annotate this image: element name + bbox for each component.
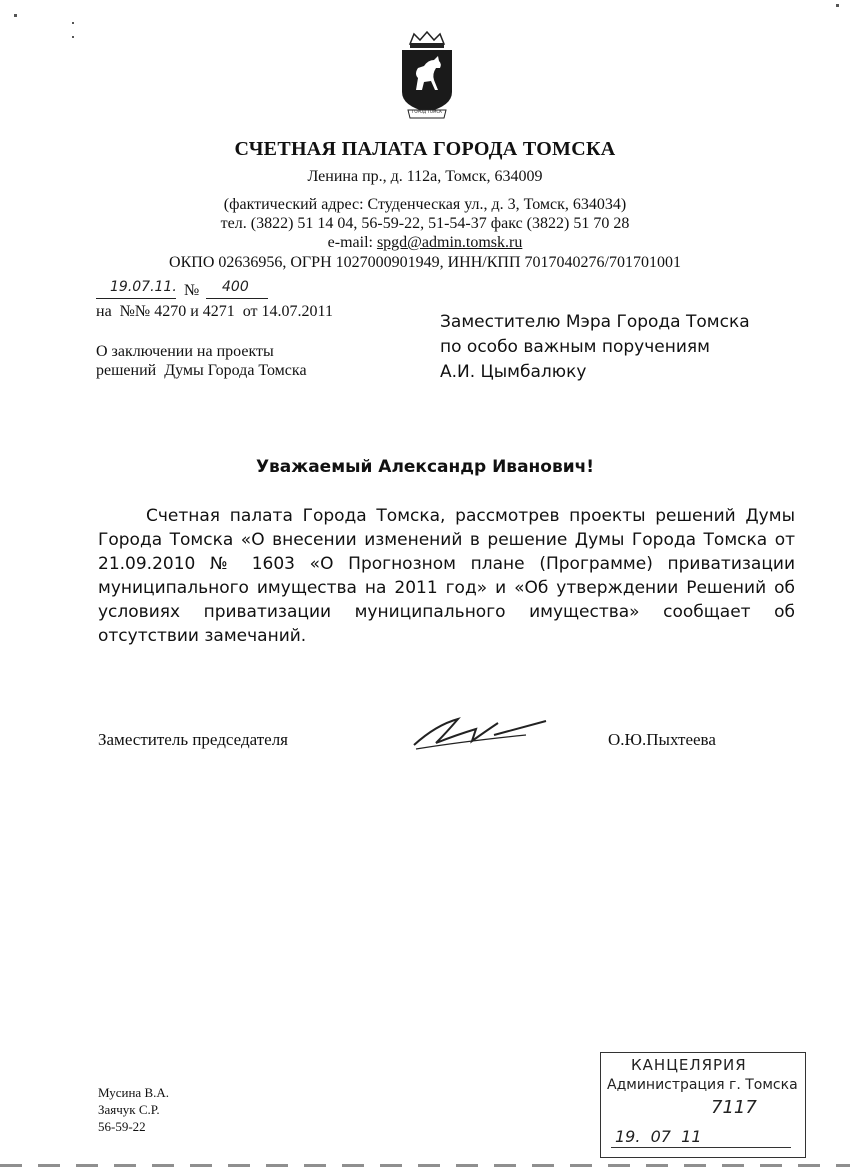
- recipient-block: [440, 310, 750, 385]
- subject-line-1: О заключении на проекты: [96, 343, 274, 360]
- registration-stamp: [600, 1052, 806, 1158]
- stamp-line-2: Администрация г. Томска: [607, 1077, 798, 1093]
- stamp-date-underline: [611, 1147, 791, 1148]
- email-label: e-mail:: [327, 234, 377, 251]
- recipient-line-3: А.И. Цымбалюку: [440, 362, 587, 382]
- recipient-line-1: Заместителю Мэра Города Томска: [440, 312, 750, 332]
- executor-phone: 56-59-22: [98, 1119, 146, 1134]
- stamp-number: 7117: [711, 1097, 757, 1118]
- scan-speckle: [72, 22, 74, 24]
- outgoing-number: 400: [222, 279, 249, 295]
- reply-reference: на №№ 4270 и 4271 от 14.07.2011: [96, 303, 333, 320]
- outgoing-number-underline: [206, 298, 268, 299]
- outgoing-date-underline: [96, 298, 176, 299]
- emblem-ribbon-text: ГОРОД ТОМСК: [411, 109, 443, 114]
- actual-address: (фактический адрес: Студенческая ул., д. 3, Томск, 634034): [223, 196, 627, 213]
- stamp-date: 19. 07 11: [615, 1127, 702, 1146]
- scan-edge-artifact: [0, 1164, 850, 1167]
- scan-speckle: [72, 36, 74, 38]
- greeting: Уважаемый Александр Иванович!: [255, 457, 595, 477]
- tomsk-coat-of-arms-horse-icon: [394, 30, 460, 120]
- executor-2: Заячук С.Р.: [98, 1102, 160, 1117]
- signatory-position: Заместитель председателя: [98, 730, 288, 749]
- scan-speckle: [14, 14, 17, 17]
- handwritten-signature: [406, 705, 556, 755]
- postal-address: Ленина пр., д. 112а, Томск, 634009: [307, 168, 543, 185]
- scan-speckle: [836, 4, 839, 7]
- subject-line-2: решений Думы Города Томска: [96, 362, 307, 379]
- email-line: [0, 234, 850, 252]
- letter-body: Счетная палата Города Томска, рассмотрев проекты решений Думы Города Томска «О внесении изменений в решение Думы Города Томска от 21.09.2010 № 1603 «О Прогнозном плане (Программе) приватизации муниципального имущества на 2011 год» и «Об утверждении Решений об условиях приватизации муниципального имущества» сообщает об отсутствии замечаний.: [98, 506, 795, 646]
- recipient-line-2: по особо важным поручениям: [440, 337, 710, 357]
- signatory-name: О.Ю.Пыхтеева: [608, 730, 716, 749]
- organization-name: СЧЕТНАЯ ПАЛАТА ГОРОДА ТОМСКА: [234, 138, 616, 160]
- executor-1: Мусина В.А.: [98, 1085, 169, 1100]
- executor-block: [98, 1084, 169, 1135]
- email-link[interactable]: spgd@admin.tomsk.ru: [376, 234, 523, 251]
- number-label: №: [184, 282, 200, 299]
- registry-codes: ОКПО 02636956, ОГРН 1027000901949, ИНН/КПП 7017040276/701701001: [169, 254, 681, 271]
- stamp-line-1: КАНЦЕЛЯРИЯ: [631, 1056, 747, 1074]
- outgoing-date: 19.07.11.: [110, 279, 177, 295]
- coat-of-arms: [394, 30, 460, 120]
- phones: тел. (3822) 51 14 04, 56-59-22, 51-54-37 факс (3822) 51 70 28: [220, 215, 630, 232]
